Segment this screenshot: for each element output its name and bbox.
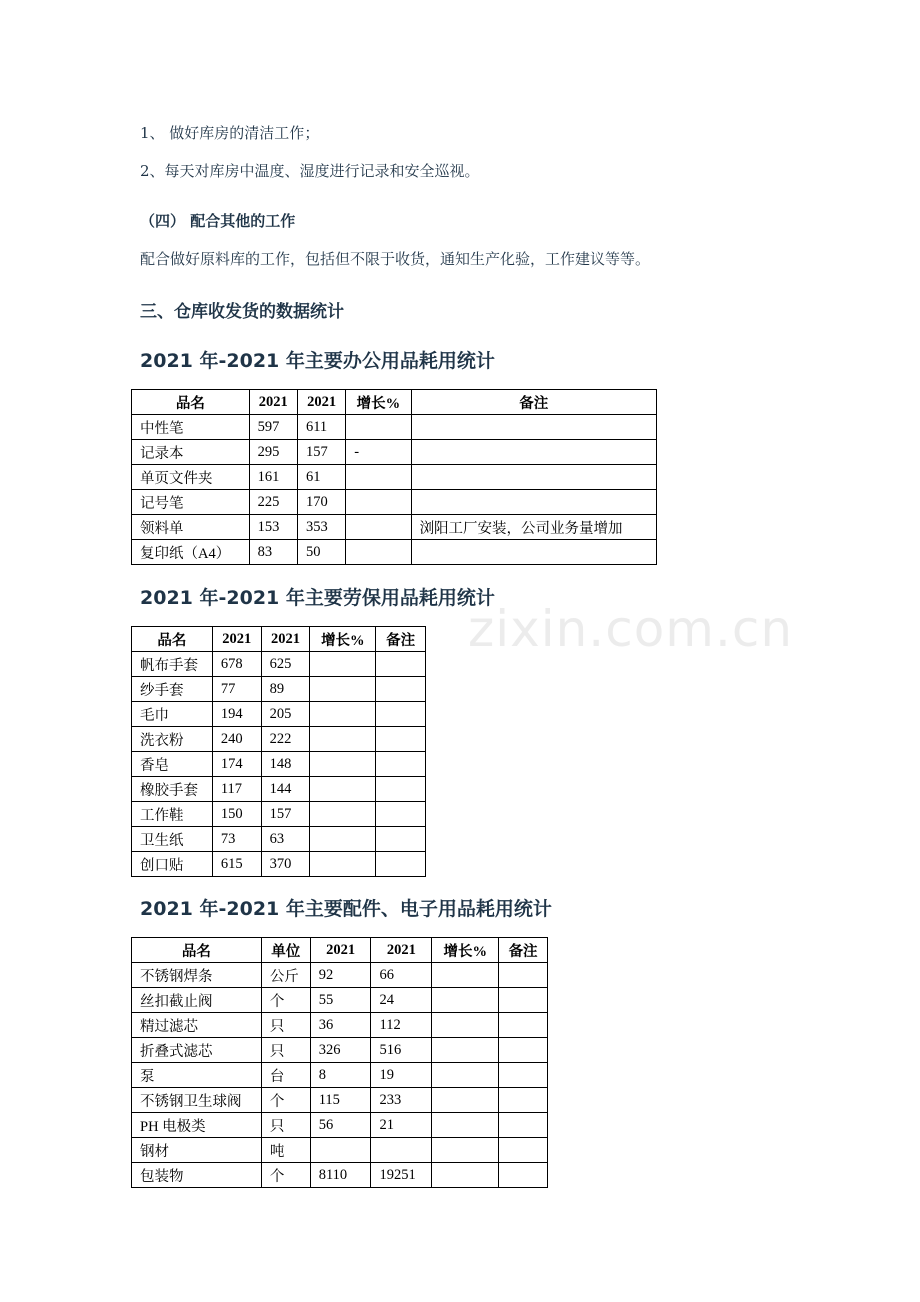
table-cell — [376, 802, 426, 827]
table-row — [132, 465, 657, 490]
table-cell: 卫生纸 — [132, 827, 213, 852]
table-row — [132, 727, 426, 752]
column-header: 单位 — [261, 938, 310, 963]
table-row — [132, 802, 426, 827]
column-header: 2021 — [249, 390, 297, 415]
table-cell: 纱手套 — [132, 677, 213, 702]
table1-title: 2021 年-2021 年主要办公用品耗用统计 — [140, 350, 495, 372]
table-row — [132, 1038, 548, 1063]
table-cell: 24 — [371, 988, 432, 1013]
table-cell — [499, 1113, 548, 1138]
table-cell: 8 — [310, 1063, 371, 1088]
table-cell — [376, 852, 426, 877]
table-row — [132, 440, 657, 465]
table-cell — [432, 1163, 499, 1188]
table-cell: 个 — [261, 1088, 310, 1113]
table-cell: 115 — [310, 1088, 371, 1113]
table-cell: 63 — [261, 827, 310, 852]
table-cell — [432, 963, 499, 988]
table-cell — [310, 702, 376, 727]
table-cell: 73 — [212, 827, 261, 852]
table-cell: 19251 — [371, 1163, 432, 1188]
table-cell: 公斤 — [261, 963, 310, 988]
table-cell: 复印纸（A4） — [132, 540, 250, 565]
table-row — [132, 415, 657, 440]
table-cell: 194 — [212, 702, 261, 727]
column-header: 备注 — [376, 627, 426, 652]
table-cell: 19 — [371, 1063, 432, 1088]
table-cell: 625 — [261, 652, 310, 677]
table-header-row — [132, 938, 548, 963]
table-cell: 61 — [297, 465, 345, 490]
table-cell — [411, 490, 656, 515]
table-cell — [310, 1138, 371, 1163]
table-cell — [376, 727, 426, 752]
table-cell — [499, 1038, 548, 1063]
table-cell — [432, 1063, 499, 1088]
table-cell: 个 — [261, 1163, 310, 1188]
column-header: 2021 — [371, 938, 432, 963]
table-row — [132, 490, 657, 515]
table-cell: 66 — [371, 963, 432, 988]
table-row — [132, 652, 426, 677]
table-cell: 记录本 — [132, 440, 250, 465]
table-cell: 92 — [310, 963, 371, 988]
table-row — [132, 1063, 548, 1088]
table-cell: 只 — [261, 1113, 310, 1138]
table-cell — [411, 540, 656, 565]
table-cell — [376, 827, 426, 852]
table-cell: 144 — [261, 777, 310, 802]
table-row — [132, 1163, 548, 1188]
table-cell: 615 — [212, 852, 261, 877]
table-cell — [499, 1088, 548, 1113]
table-cell — [376, 677, 426, 702]
table-cell — [432, 1013, 499, 1038]
table-row — [132, 963, 548, 988]
table-cell — [376, 702, 426, 727]
table-cell — [432, 988, 499, 1013]
table-cell: 55 — [310, 988, 371, 1013]
table-cell — [499, 963, 548, 988]
table-cell: 记号笔 — [132, 490, 250, 515]
table-cell: 台 — [261, 1063, 310, 1088]
table-cell: 丝扣截止阀 — [132, 988, 262, 1013]
labor-supplies-table — [131, 626, 426, 877]
table-cell: 36 — [310, 1013, 371, 1038]
table-cell — [432, 1088, 499, 1113]
table-cell — [499, 1063, 548, 1088]
table-cell: 不锈钢焊条 — [132, 963, 262, 988]
table-cell — [310, 827, 376, 852]
list-item-1: 1、 做好库房的清洁工作； — [140, 124, 320, 142]
table-cell — [371, 1138, 432, 1163]
table-cell — [310, 852, 376, 877]
table-cell — [499, 988, 548, 1013]
table-cell: 112 — [371, 1013, 432, 1038]
table-cell — [432, 1113, 499, 1138]
table-cell: 不锈钢卫生球阀 — [132, 1088, 262, 1113]
column-header: 品名 — [132, 627, 213, 652]
table-cell: 174 — [212, 752, 261, 777]
column-header: 2021 — [310, 938, 371, 963]
table-row — [132, 777, 426, 802]
table-row — [132, 702, 426, 727]
table-cell: 678 — [212, 652, 261, 677]
column-header: 品名 — [132, 938, 262, 963]
table-cell — [411, 415, 656, 440]
table-cell — [310, 727, 376, 752]
table-cell: - — [346, 440, 411, 465]
table-cell: 326 — [310, 1038, 371, 1063]
table-row — [132, 540, 657, 565]
table-cell: 泵 — [132, 1063, 262, 1088]
table-row — [132, 1138, 548, 1163]
table-cell: 222 — [261, 727, 310, 752]
table-cell — [499, 1013, 548, 1038]
table-cell — [346, 415, 411, 440]
table-row — [132, 515, 657, 540]
table-cell — [310, 752, 376, 777]
table-cell: 77 — [212, 677, 261, 702]
table-cell: 516 — [371, 1038, 432, 1063]
table-cell: 中性笔 — [132, 415, 250, 440]
table-cell — [376, 777, 426, 802]
table-cell: 233 — [371, 1088, 432, 1113]
watermark: zixin.com.cn — [468, 600, 794, 658]
table-row — [132, 1013, 548, 1038]
table-row — [132, 827, 426, 852]
column-header: 增长% — [346, 390, 411, 415]
table-cell: 只 — [261, 1013, 310, 1038]
table-cell: 157 — [297, 440, 345, 465]
table-cell: 个 — [261, 988, 310, 1013]
table-cell: 洗衣粉 — [132, 727, 213, 752]
table-cell: 橡胶手套 — [132, 777, 213, 802]
table-cell: 香皂 — [132, 752, 213, 777]
table-cell: 50 — [297, 540, 345, 565]
table-cell: 153 — [249, 515, 297, 540]
table-cell — [310, 652, 376, 677]
table-cell — [411, 440, 656, 465]
table-cell: 创口贴 — [132, 852, 213, 877]
table-cell: 370 — [261, 852, 310, 877]
table-cell: 56 — [310, 1113, 371, 1138]
table-row — [132, 1113, 548, 1138]
table-cell — [346, 465, 411, 490]
table-row — [132, 988, 548, 1013]
table-cell: 领料单 — [132, 515, 250, 540]
table-cell — [346, 515, 411, 540]
table-row — [132, 752, 426, 777]
table-cell: 浏阳工厂安装，公司业务量增加 — [411, 515, 656, 540]
list-item-2: 2、每天对库房中温度、湿度进行记录和安全巡视。 — [140, 162, 480, 180]
column-header: 品名 — [132, 390, 250, 415]
column-header: 2021 — [212, 627, 261, 652]
table-cell: 钢材 — [132, 1138, 262, 1163]
table-cell — [376, 752, 426, 777]
table-cell: 21 — [371, 1113, 432, 1138]
table-cell — [499, 1138, 548, 1163]
table-cell: 170 — [297, 490, 345, 515]
column-header: 2021 — [297, 390, 345, 415]
table-cell — [432, 1038, 499, 1063]
table-cell: 8110 — [310, 1163, 371, 1188]
parts-supplies-table — [131, 937, 548, 1188]
table-cell: 148 — [261, 752, 310, 777]
subsection-text: 配合做好原料库的工作，包括但不限于收货，通知生产化验，工作建议等等。 — [140, 250, 651, 268]
table-cell: 83 — [249, 540, 297, 565]
table-cell: 611 — [297, 415, 345, 440]
table-cell: 折叠式滤芯 — [132, 1038, 262, 1063]
column-header: 增长% — [310, 627, 376, 652]
table2-title: 2021 年-2021 年主要劳保用品耗用统计 — [140, 587, 495, 609]
table-cell: 只 — [261, 1038, 310, 1063]
table-cell: 225 — [249, 490, 297, 515]
table-cell — [346, 490, 411, 515]
subsection-title: （四） 配合其他的工作 — [140, 212, 296, 230]
table-cell: 161 — [249, 465, 297, 490]
table-cell: 157 — [261, 802, 310, 827]
column-header: 备注 — [499, 938, 548, 963]
table-cell — [376, 652, 426, 677]
column-header: 增长% — [432, 938, 499, 963]
table-cell: 包装物 — [132, 1163, 262, 1188]
table-cell: 单页文件夹 — [132, 465, 250, 490]
table-row — [132, 852, 426, 877]
table-cell: 吨 — [261, 1138, 310, 1163]
table-cell — [310, 802, 376, 827]
table-cell: 工作鞋 — [132, 802, 213, 827]
table-cell: 150 — [212, 802, 261, 827]
table-cell: 295 — [249, 440, 297, 465]
table-cell — [432, 1138, 499, 1163]
table-cell — [310, 777, 376, 802]
table-cell — [411, 465, 656, 490]
column-header: 2021 — [261, 627, 310, 652]
table-cell — [346, 540, 411, 565]
table-header-row — [132, 627, 426, 652]
table-cell: 精过滤芯 — [132, 1013, 262, 1038]
table-row — [132, 1088, 548, 1113]
table-cell: 205 — [261, 702, 310, 727]
table-cell — [499, 1163, 548, 1188]
table-row — [132, 677, 426, 702]
table-cell: 117 — [212, 777, 261, 802]
table-header-row — [132, 390, 657, 415]
table-cell: 毛巾 — [132, 702, 213, 727]
section-title: 三、仓库收发货的数据统计 — [140, 302, 344, 322]
table-cell: 89 — [261, 677, 310, 702]
table-cell — [310, 677, 376, 702]
table-cell: PH 电极类 — [132, 1113, 262, 1138]
office-supplies-table — [131, 389, 657, 565]
table-cell: 240 — [212, 727, 261, 752]
table-cell: 帆布手套 — [132, 652, 213, 677]
column-header: 备注 — [411, 390, 656, 415]
table3-title: 2021 年-2021 年主要配件、电子用品耗用统计 — [140, 898, 552, 920]
table-cell: 353 — [297, 515, 345, 540]
table-cell: 597 — [249, 415, 297, 440]
